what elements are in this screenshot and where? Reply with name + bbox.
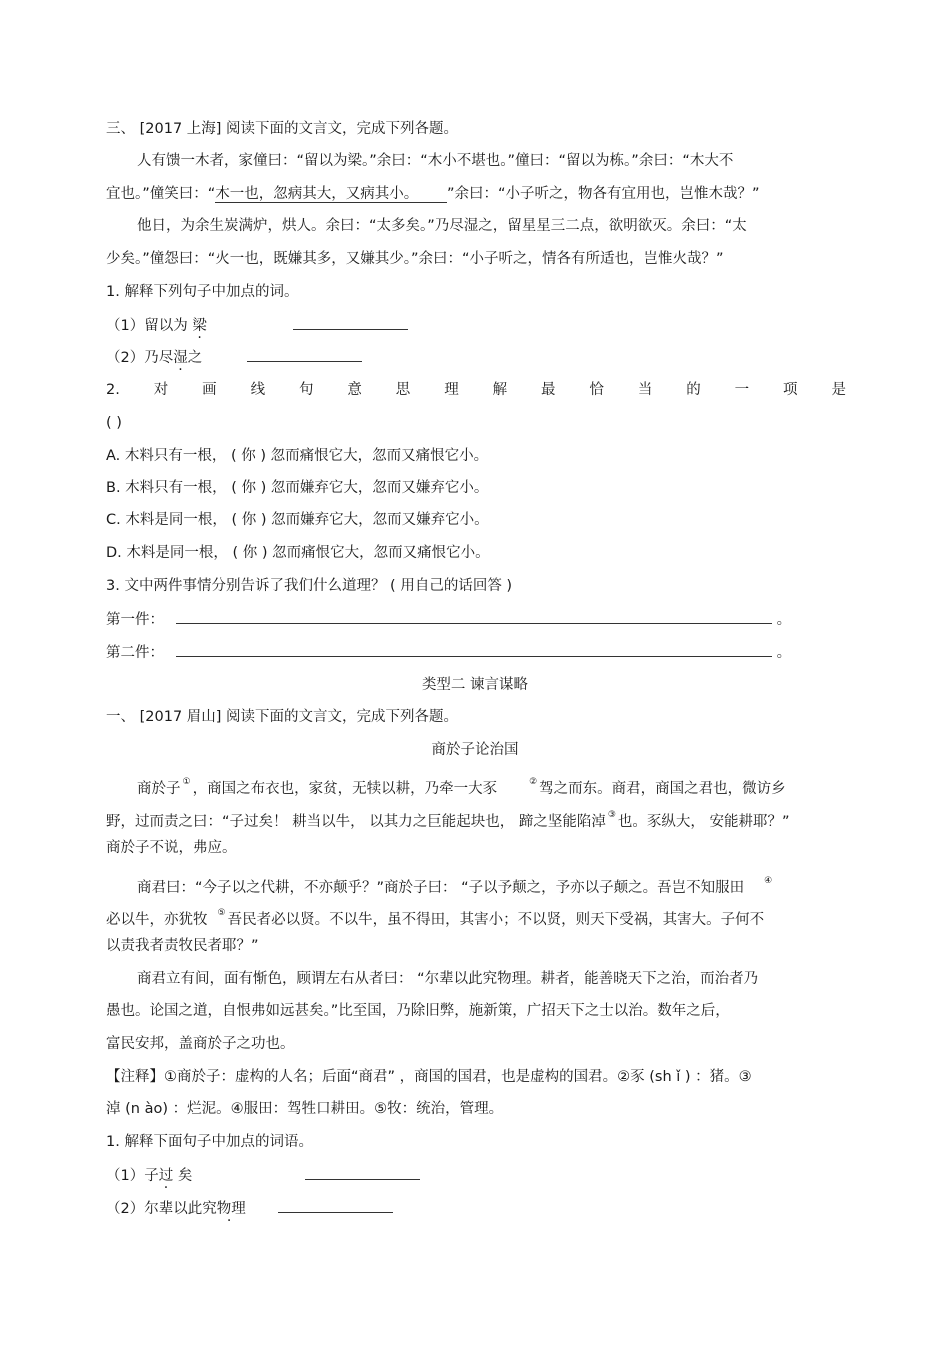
q2-char: 项 — [783, 382, 798, 398]
answer-line-first — [106, 609, 791, 630]
passage-text: 野，过而责之曰：“子过矣！ 耕当以牛， 以其力之巨能起块也， 蹄之坚能陷淖 — [106, 814, 606, 830]
passage-text: 也。豕纵大， 安能耕耶？” — [617, 814, 790, 830]
question-1-item-1 — [106, 315, 408, 336]
underlined-sentence: 木一也，忽病其大，又病其小。 — [215, 186, 412, 202]
q2-char: 解 — [492, 382, 508, 398]
passage-text: ，商国之布衣也，家贫，无犊以耕，乃牵一大豕 — [192, 781, 498, 797]
passage-text: 必以牛，亦犹牧 — [106, 912, 208, 928]
q2-char: 画 — [202, 382, 217, 398]
answer-blank[interactable] — [176, 609, 772, 624]
dotted-word: 过 — [158, 1168, 174, 1184]
dotted-word: 梁 — [192, 318, 207, 334]
passage-line — [137, 871, 774, 898]
q2-char: 对 — [153, 382, 169, 398]
answer-blank[interactable] — [278, 1198, 393, 1213]
passage-line: 商於子不说，弗应。 — [106, 840, 237, 856]
underline-tail — [411, 186, 447, 203]
answer-paren[interactable]: ( ) — [106, 415, 122, 431]
item-text: （1）子 — [106, 1168, 159, 1184]
question-2 — [106, 380, 846, 400]
period: 。 — [776, 645, 792, 661]
question-3: 3. 文中两件事情分别告诉了我们什么道理？ ( 用自己的话回答 ) — [106, 578, 513, 594]
section-heading: 一、 [2017 眉山] 阅读下面的文言文，完成下列各题。 — [106, 709, 459, 725]
passage-line: 他日，为余生炭满炉，烘人。余曰：“太多矣。”乃尽湿之，留星星三二点，欲明欲灭。余曰：“太 — [137, 218, 747, 234]
q2-char: 意 — [347, 382, 362, 398]
answer-blank[interactable] — [293, 315, 408, 330]
passage-line — [137, 772, 786, 799]
answer-line-second — [106, 642, 791, 663]
q2-char: 一 — [734, 382, 750, 398]
passage-line: 愚也。论国之道，自恨弗如远甚矣。”比至国，乃除旧弊，施新策，广招天下之士以治。数年之后， — [106, 1003, 730, 1019]
footnote-marker: ③ — [607, 810, 616, 820]
footnote-marker: ② — [529, 777, 538, 787]
q2-char: 的 — [686, 382, 701, 398]
passage-line: 以责我者责牧民者耶？” — [106, 938, 259, 954]
q2-char: 恰 — [589, 382, 604, 398]
q2-char: 当 — [637, 382, 653, 398]
dotted-word: 物理 — [216, 1201, 246, 1217]
section-heading: 三、 [2017 上海] 阅读下面的文言文，完成下列各题。 — [106, 121, 459, 137]
footnote-marker: ④ — [764, 876, 773, 886]
answer-blank[interactable] — [176, 642, 772, 657]
q2-char: 是 — [831, 382, 846, 398]
item-text: （2）乃尽 — [106, 350, 174, 366]
passage-text: 吾民者必以贤。不以牛，虽不得田，其害小；不以贤，则天下受祸，其害大。子何不 — [227, 912, 765, 928]
footnote-marker: ⑤ — [217, 908, 226, 918]
question-1-item-1 — [106, 1165, 420, 1186]
passage-line: 人有馈一木者，家僮曰：“留以为梁。”余曰：“木小不堪也。”僮曰：“留以为栋。”余曰：“木大不 — [137, 153, 734, 169]
q2-char: 2. — [106, 382, 120, 398]
item-text: 矣 — [173, 1168, 193, 1184]
passage-text: 商於子 — [137, 781, 181, 797]
passage-line — [106, 805, 790, 832]
item-text: （2）尔辈以此究 — [106, 1201, 217, 1217]
dotted-word: 湿 — [173, 350, 188, 366]
passage-line: 富民安邦，盖商於子之功也。 — [106, 1036, 295, 1052]
question-1-item-2 — [106, 347, 362, 368]
question-1-item-2 — [106, 1198, 393, 1219]
passage-line: 商君立有间，面有惭色，顾谓左右从者曰： “尔辈以此究物理。耕者，能善晓天下之治，而治者乃 — [137, 971, 759, 987]
passage-text: 商君曰：“今子以之代耕，不亦颠乎？”商於子曰： “子以予颠之，予亦以子颠之。吾岂不知服田 — [137, 880, 745, 896]
annotation-line: 淖 (n ào) ：烂泥。④服田：驾牲口耕田。⑤牧：统治，管理。 — [106, 1101, 504, 1117]
q2-char: 句 — [298, 382, 314, 398]
q2-char: 线 — [250, 382, 266, 398]
period: 。 — [776, 612, 792, 628]
answer-label: 第一件： — [106, 612, 164, 628]
passage-line — [106, 184, 760, 204]
item-text: 之 — [187, 350, 203, 366]
q2-char: 最 — [541, 382, 556, 398]
passage-title: 商於子论治国 — [431, 742, 519, 758]
type-heading: 类型二 谏言谋略 — [421, 677, 529, 693]
question-1: 1. 解释下面句子中加点的词语。 — [106, 1134, 313, 1150]
option-c[interactable]: C. 木料是同一根， ( 你 ) 忽而嫌弃它大，忽而又嫌弃它小。 — [106, 512, 489, 528]
item-text: （1）留以为 — [106, 318, 188, 334]
passage-text: 驾之而东。商君，商国之君也，微访乡 — [539, 781, 786, 797]
annotation-line: 【注释】①商於子：虚构的人名；后面“商君” ，商国的国君，也是虚构的国君。②豕 (sh ǐ ) ：猪。③ — [106, 1069, 752, 1085]
answer-label: 第二件： — [106, 645, 164, 661]
footnote-marker: ① — [182, 777, 191, 787]
passage-text: ”余曰：“小子听之，物各有宜用也，岂惟木哉？” — [447, 186, 760, 202]
q2-char: 思 — [395, 382, 411, 398]
option-b[interactable]: B. 木料只有一根， ( 你 ) 忽而嫌弃它大，忽而又嫌弃它小。 — [106, 480, 489, 496]
option-d[interactable]: D. 木料是同一根， ( 你 ) 忽而痛恨它大，忽而又痛恨它小。 — [106, 545, 490, 561]
passage-line: 少矣。”僮怨曰：“火一也，既嫌其多，又嫌其少。”余曰：“小子听之，情各有所适也，岂惟火哉？” — [106, 251, 724, 267]
passage-text: 宜也。”僮笑曰：“ — [106, 186, 216, 202]
question-1: 1. 解释下列句子中加点的词。 — [106, 284, 299, 300]
answer-blank[interactable] — [247, 347, 362, 362]
answer-blank[interactable] — [305, 1165, 420, 1180]
q2-char: 理 — [444, 382, 459, 398]
option-a[interactable]: A. 木料只有一根， ( 你 ) 忽而痛恨它大，忽而又痛恨它小。 — [106, 448, 489, 464]
passage-line — [106, 903, 764, 930]
